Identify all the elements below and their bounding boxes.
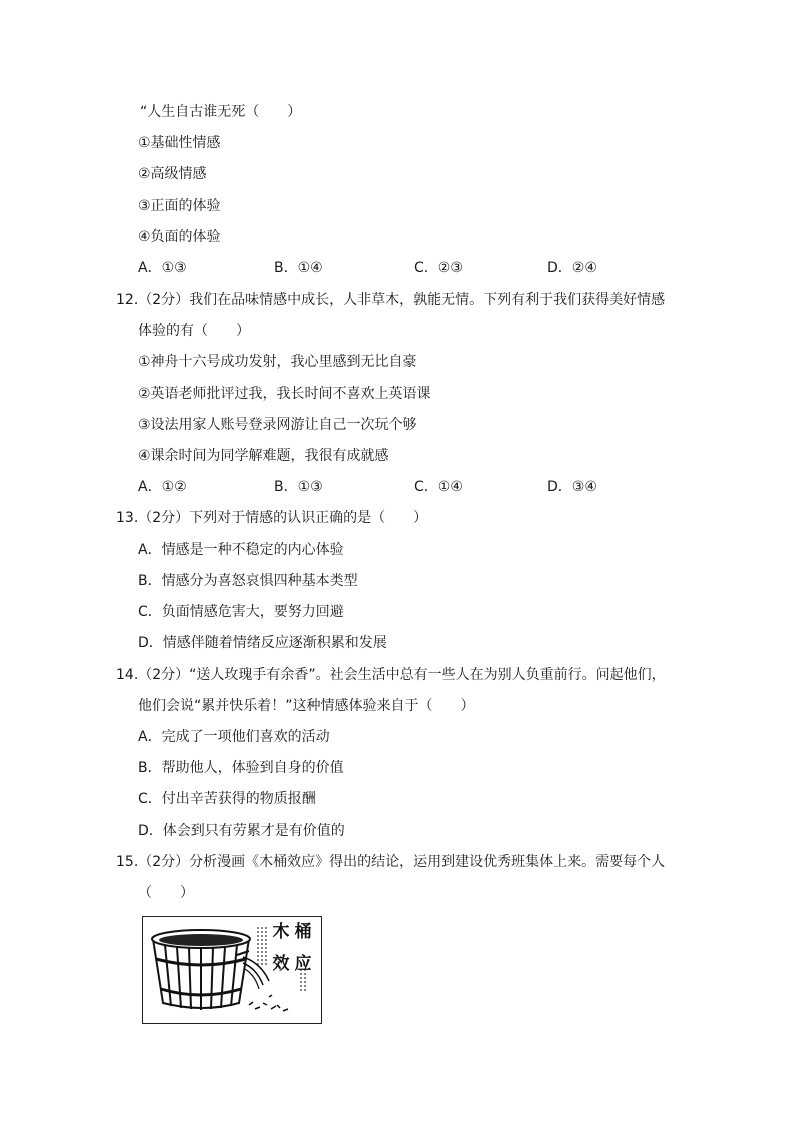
q11-option-a[interactable]: A．①③ xyxy=(138,260,187,276)
q14-stem-line1: 14.（2分）“送人玫瑰手有余香”。社会生活中总有一些人在为别人负重前行。问起他们， xyxy=(116,667,666,683)
q11-option-c[interactable]: C．②③ xyxy=(414,260,463,276)
bucket-effect-cartoon xyxy=(142,916,322,1024)
q14-option-a[interactable]: A．完成了一项他们喜欢的活动 xyxy=(138,729,330,745)
q11-item-4: ④负面的体验 xyxy=(138,229,221,245)
cartoon-title-char-4: 应 xyxy=(294,954,312,974)
q12-item-3: ③设法用家人账号登录网游让自己一次玩个够 xyxy=(138,417,417,433)
q12-item-2: ②英语老师批评过我，我长时间不喜欢上英语课 xyxy=(138,386,431,402)
q12-stem-line1: 12.（2分）我们在品味情感中成长，人非草木，孰能无情。下列有利于我们获得美好情感 xyxy=(116,292,666,308)
q15-stem-line1: 15.（2分）分析漫画《木桶效应》得出的结论，运用到建设优秀班集体上来。需要每个人 xyxy=(116,854,666,870)
q12-option-b[interactable]: B．①③ xyxy=(274,479,323,495)
q13-option-a[interactable]: A．情感是一种不稳定的内心体验 xyxy=(138,542,344,558)
cartoon-title-char-2: 桶 xyxy=(294,922,312,942)
q13-option-c[interactable]: C．负面情感危害大，要努力回避 xyxy=(138,604,344,620)
q11-item-2: ②高级情感 xyxy=(138,166,207,182)
q14-option-c[interactable]: C．付出辛苦获得的物质报酬 xyxy=(138,791,316,807)
q13-option-b[interactable]: B．情感分为喜怒哀惧四种基本类型 xyxy=(138,573,358,589)
q12-item-4: ④课余时间为同学解难题，我很有成就感 xyxy=(138,448,389,464)
q12-item-1: ①神舟十六号成功发射，我心里感到无比自豪 xyxy=(138,354,417,370)
q15-stem-line2: （ ） xyxy=(138,885,194,901)
q11-item-3: ③正面的体验 xyxy=(138,198,221,214)
q14-option-b[interactable]: B．帮助他人，体验到自身的价值 xyxy=(138,760,344,776)
q12-option-d[interactable]: D．③④ xyxy=(547,479,597,495)
q14-option-d[interactable]: D．体会到只有劳累才是有价值的 xyxy=(138,823,345,839)
q13-option-d[interactable]: D．情感伴随着情绪反应逐渐积累和发展 xyxy=(138,635,387,651)
q11-item-1: ①基础性情感 xyxy=(138,135,221,151)
q13-stem: 13.（2分）下列对于情感的认识正确的是（ ） xyxy=(116,510,428,526)
cartoon-title-char-3: 效 xyxy=(272,954,290,974)
q11-option-b[interactable]: B．①④ xyxy=(274,260,323,276)
q12-option-c[interactable]: C．①④ xyxy=(414,479,463,495)
q12-option-a[interactable]: A．①② xyxy=(138,479,187,495)
q11-stem: “人生自古谁无死（ ） xyxy=(140,104,302,120)
q12-stem-line2: 体验的有（ ） xyxy=(138,323,250,339)
q14-stem-line2: 他们会说“累并快乐着！”这种情感体验来自于（ ） xyxy=(138,698,475,714)
q11-option-d[interactable]: D．②④ xyxy=(547,260,597,276)
cartoon-title-char-1: 木 xyxy=(272,922,290,942)
